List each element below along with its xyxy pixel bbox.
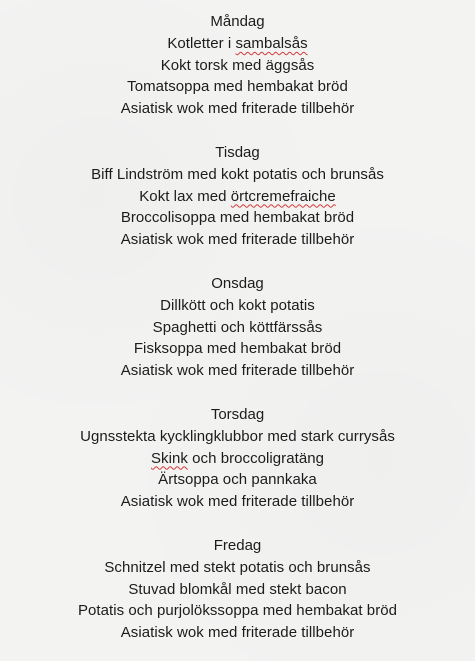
dish-line: Schnitzel med stekt potatis och brunsås bbox=[104, 558, 371, 576]
dish-line: Fisksoppa med hembakat bröd bbox=[133, 340, 342, 358]
day-block-wednesday bbox=[0, 273, 475, 382]
dish-line: Kokt torsk med äggsås bbox=[160, 56, 315, 74]
dish-line bbox=[0, 186, 475, 208]
dish-text: och broccoligratäng bbox=[187, 449, 325, 467]
dish-line: Asiatisk wok med friterade tillbehör bbox=[120, 362, 355, 380]
dish-text: Kotletter i bbox=[167, 34, 236, 52]
dish-line: Potatis och purjolökssoppa med hembakat bröd bbox=[77, 602, 398, 620]
day-heading: Måndag bbox=[210, 13, 265, 30]
dish-line: Stuvad blomkål med stekt bacon bbox=[128, 580, 347, 598]
dish-line: Biff Lindström med kokt potatis och brunsås bbox=[91, 165, 384, 183]
spellcheck-flagged-word[interactable]: sambalsås bbox=[235, 34, 308, 52]
dish-line: Ärtsoppa och pannkaka bbox=[158, 471, 317, 489]
dish-line: Asiatisk wok med friterade tillbehör bbox=[120, 493, 355, 511]
day-block-thursday bbox=[0, 404, 475, 513]
day-block-tuesday bbox=[0, 142, 475, 251]
dish-line: Ugnsstekta kycklingklubbor med stark currysås bbox=[80, 427, 395, 445]
dish-line: Asiatisk wok med friterade tillbehör bbox=[120, 100, 355, 118]
dish-line bbox=[0, 33, 475, 55]
dish-text: Kokt lax med bbox=[139, 187, 231, 205]
dish-line: Asiatisk wok med friterade tillbehör bbox=[120, 231, 355, 249]
day-heading: Fredag bbox=[213, 536, 262, 554]
day-heading: Torsdag bbox=[210, 405, 265, 423]
dish-line: Tomatsoppa med hembakat bröd bbox=[127, 78, 348, 96]
day-heading: Onsdag bbox=[211, 274, 264, 292]
dish-line bbox=[0, 448, 475, 470]
day-heading: Tisdag bbox=[215, 143, 260, 161]
day-block-monday bbox=[0, 11, 475, 120]
dish-line: Dillkött och kokt potatis bbox=[160, 296, 315, 314]
dish-line: Asiatisk wok med friterade tillbehör bbox=[120, 624, 355, 642]
dish-line: Broccolisoppa med hembakat bröd bbox=[120, 209, 355, 227]
spellcheck-flagged-word[interactable]: Skink bbox=[150, 449, 188, 467]
day-block-friday bbox=[0, 535, 475, 644]
spellcheck-flagged-word[interactable]: örtcremefraiche bbox=[230, 187, 336, 205]
dish-line: Spaghetti och köttfärssås bbox=[152, 318, 323, 336]
